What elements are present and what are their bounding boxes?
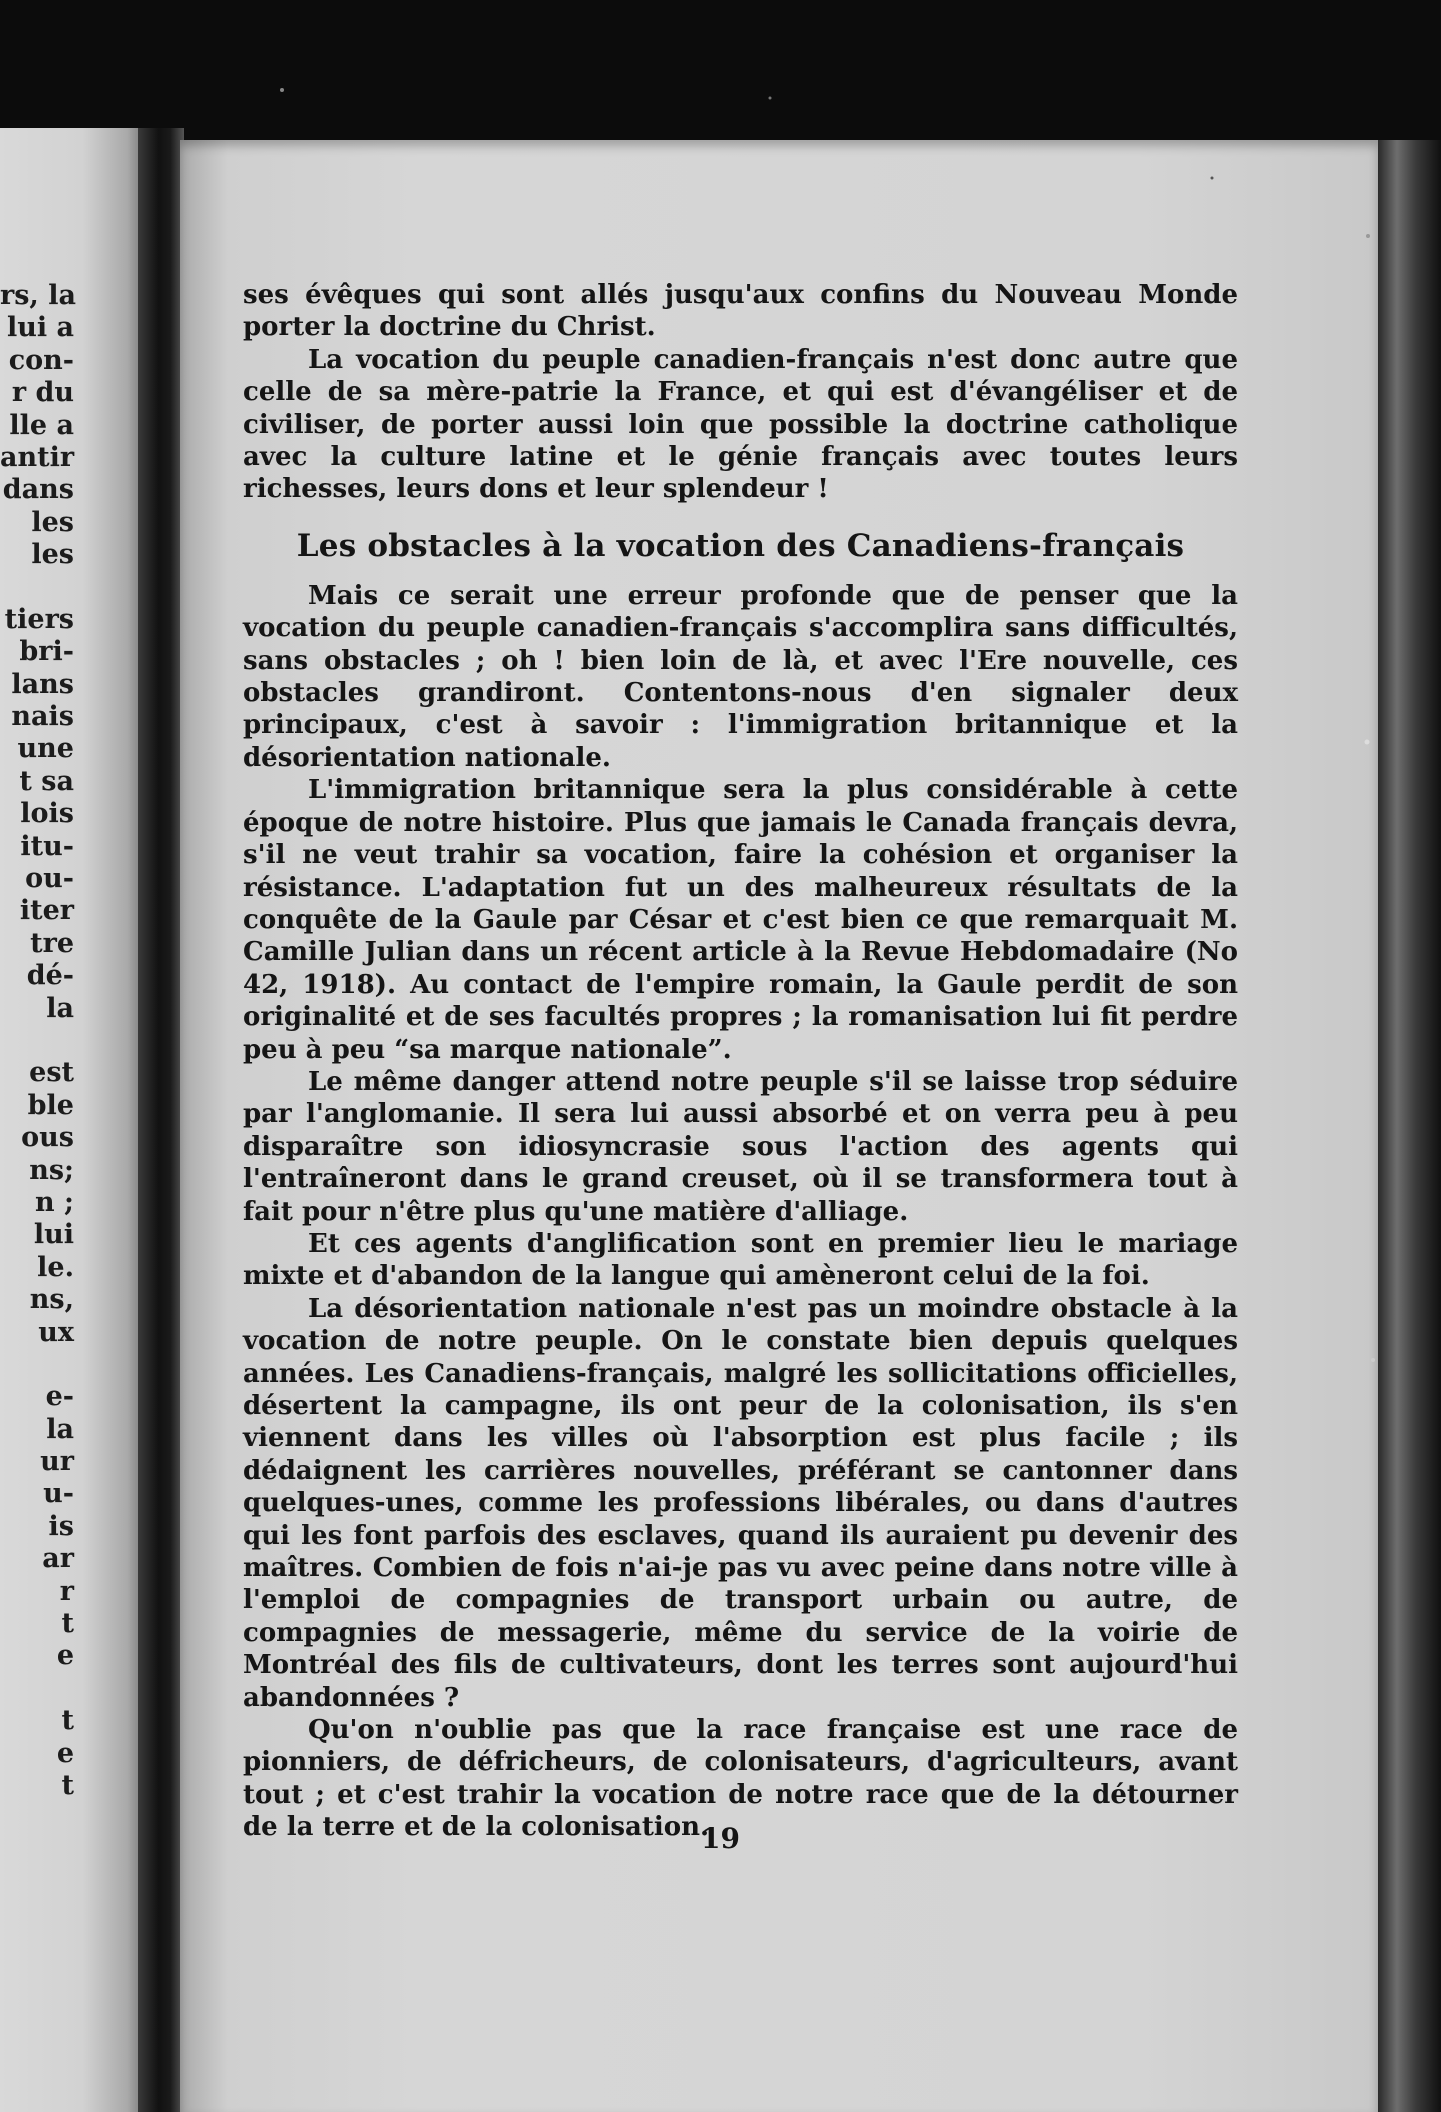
- left-page-fragment: con-: [8, 344, 74, 376]
- left-page-fragment: est: [29, 1057, 74, 1089]
- left-page-fragment: ns,: [29, 1284, 74, 1316]
- left-page-fragment: t: [61, 1608, 74, 1640]
- page-body: [243, 279, 1238, 1844]
- left-page-fragment: t: [61, 1769, 74, 1801]
- left-page-fragment: bri-: [19, 636, 74, 668]
- left-page-fragment: [0, 572, 150, 604]
- left-page-fragment: lans: [11, 668, 74, 700]
- left-page-fragment: e-: [45, 1381, 74, 1413]
- left-page-fragment: ble: [27, 1089, 74, 1121]
- left-page-fragment: lle a: [9, 409, 74, 441]
- left-page-fragment: lois: [20, 798, 74, 830]
- paragraph-6-text: Et ces agents d'anglification sont en premier lieu le mariage mixte et d'abandon de la langue qui amèneront celui de la foi.: [243, 1228, 1238, 1292]
- paragraph-7-lead: La désorientation nationale: [308, 1293, 716, 1324]
- left-page-fragment: le.: [37, 1251, 74, 1283]
- left-page-fragment: tre: [30, 927, 74, 959]
- left-page-fragment: ux: [38, 1316, 74, 1348]
- paragraph-2: La vocation du peuple canadien-français n'est donc autre que celle de sa mère-patrie la France, et qui est d'évangéliser et de civiliser, de porter aussi loin que possible la doctrine catholique avec la culture latine et le génie français avec toutes leurs richesses, leurs dons et leur splendeur !: [243, 344, 1238, 505]
- left-page-fragment: lui a: [6, 312, 74, 344]
- paragraph-4: [243, 774, 1238, 1066]
- left-page-fragment: lui: [33, 1219, 74, 1251]
- left-page-fragment: t: [61, 1705, 74, 1737]
- left-page-fragment: ur: [40, 1446, 74, 1478]
- left-page-fragment: is: [48, 1510, 74, 1542]
- paragraph-5: [243, 1066, 1238, 1228]
- paragraph-3: [243, 580, 1238, 774]
- left-page-fragment: ou-: [25, 863, 74, 895]
- left-page-fragment: [0, 1025, 150, 1057]
- page-edge-shadow: [1378, 140, 1441, 2112]
- paragraph-4-lead: L'immigration britannique: [308, 775, 706, 806]
- left-page-fragment: dans: [2, 474, 74, 506]
- paragraph-6: [243, 1228, 1238, 1293]
- left-page-fragment: t sa: [19, 765, 74, 797]
- paragraph-8-text: Qu'on n'oublie pas que la race française est une race de pionniers, de défricheurs, de colonisateurs, d'agriculteurs, avant tout ; et c'est trahir la vocation de notre race que de la détourner de la terre et de la colonisation.: [243, 1715, 1238, 1843]
- left-facing-page: [0, 128, 150, 2112]
- left-page-fragment: e: [56, 1737, 74, 1769]
- left-page-text-fragments: [0, 280, 150, 1802]
- left-page-fragment: e: [56, 1640, 74, 1672]
- paragraph-7-text: n'est pas un moindre obstacle à la vocation de notre peuple. On le constate bien depuis quelques années. Les Canadiens-français, malgré les sollicitations officielles, désertent la campagne, ils ont peur de la colonisation, ils s'en viennent dans les villes où l'absorption est plus facile ; ils dédaignent les carrières nouvelles, préférant se cantonner dans quelques-unes, comme les professions libérales, ou dans d'autres qui les font parfois des esclaves, quand ils auraient pu devenir des maîtres. Combien de fois n'ai-je pas vu avec peine dans notre ville à l'emploi de compagnies de transport urbain ou autre, de compagnies de messagerie, même du service de la voirie de Montréal des fils de cultivateurs, dont les terres sont aujourd'hui abandonnées ?: [243, 1293, 1238, 1713]
- left-page-fragment: nais: [11, 701, 74, 733]
- left-page-fragment: u-: [43, 1478, 74, 1510]
- paragraph-1: ses évêques qui sont allés jusqu'aux confins du Nouveau Monde porter la doctrine du Christ.: [243, 280, 1238, 343]
- left-page-fragment: ar: [42, 1543, 74, 1575]
- paragraph-5-text: Le même danger attend notre peuple s'il se laisse trop séduire par l'anglomanie. Il sera lui aussi absorbé et on verra peu à peu disparaître son idiosyncrasie sous l'action des agents qui l'entraîneront dans le grand creuset, où il se transformera tout à fait pour n'être plus qu'une matière d'alliage.: [243, 1066, 1238, 1227]
- left-page-fragment: n ;: [35, 1186, 74, 1218]
- left-page-fragment: r du: [11, 377, 74, 409]
- book-gutter: [138, 128, 184, 2112]
- left-page-fragment: tiers: [4, 603, 74, 635]
- paragraph-3-text: Mais ce serait une erreur profonde que de penser que la vocation du peuple canadien-français s'accomplira sans difficultés, sans obstacles ; oh ! bien loin de là, et avec l'Ere nouvelle, ces obstacles grandiront. Contentons-nous d'en signaler deux principaux, c'est à savoir : l'immigration britannique et la désorientation nationale.: [243, 580, 1238, 773]
- left-page-fragment: la: [46, 1413, 74, 1445]
- left-page-fragment: ns;: [29, 1154, 74, 1186]
- page-number: 19: [701, 1822, 740, 1855]
- left-page-fragment: itu-: [20, 830, 74, 862]
- left-page-fragment: rs, la: [0, 280, 76, 311]
- left-page-fragment: r: [59, 1575, 74, 1607]
- section-heading: Les obstacles à la vocation des Canadiens-français: [296, 527, 1185, 564]
- left-page-fragment: les: [31, 506, 74, 538]
- left-page-fragment: iter: [19, 895, 74, 927]
- left-page-fragment: une: [17, 733, 74, 765]
- left-page-fragment: les: [31, 539, 74, 571]
- left-page-fragment: [0, 1349, 150, 1381]
- left-page-fragment: la: [46, 992, 74, 1024]
- left-page-fragment: [0, 1673, 150, 1705]
- left-page-fragment: ous: [21, 1122, 74, 1154]
- left-page-fragment: antir: [0, 441, 75, 473]
- paragraph-4-text: sera la plus considérable à cette époque de notre histoire. Plus que jamais le Canada français devra, s'il ne veut trahir sa vocation, faire la cohésion et organiser la résistance. L'adaptation fut un des malheureux résultats de la conquête de la Gaule par César et c'est bien ce que remarquait M. Camille Julian dans un récent article à la Revue Hebdomadaire (No 42, 1918). Au contact de l'empire romain, la Gaule perdit de son originalité et de ses facultés propres ; la romanisation lui fit perdre peu à peu “sa marque nationale”.: [243, 775, 1238, 1065]
- paragraph-7: [243, 1293, 1238, 1714]
- left-page-fragment: dé-: [26, 960, 74, 992]
